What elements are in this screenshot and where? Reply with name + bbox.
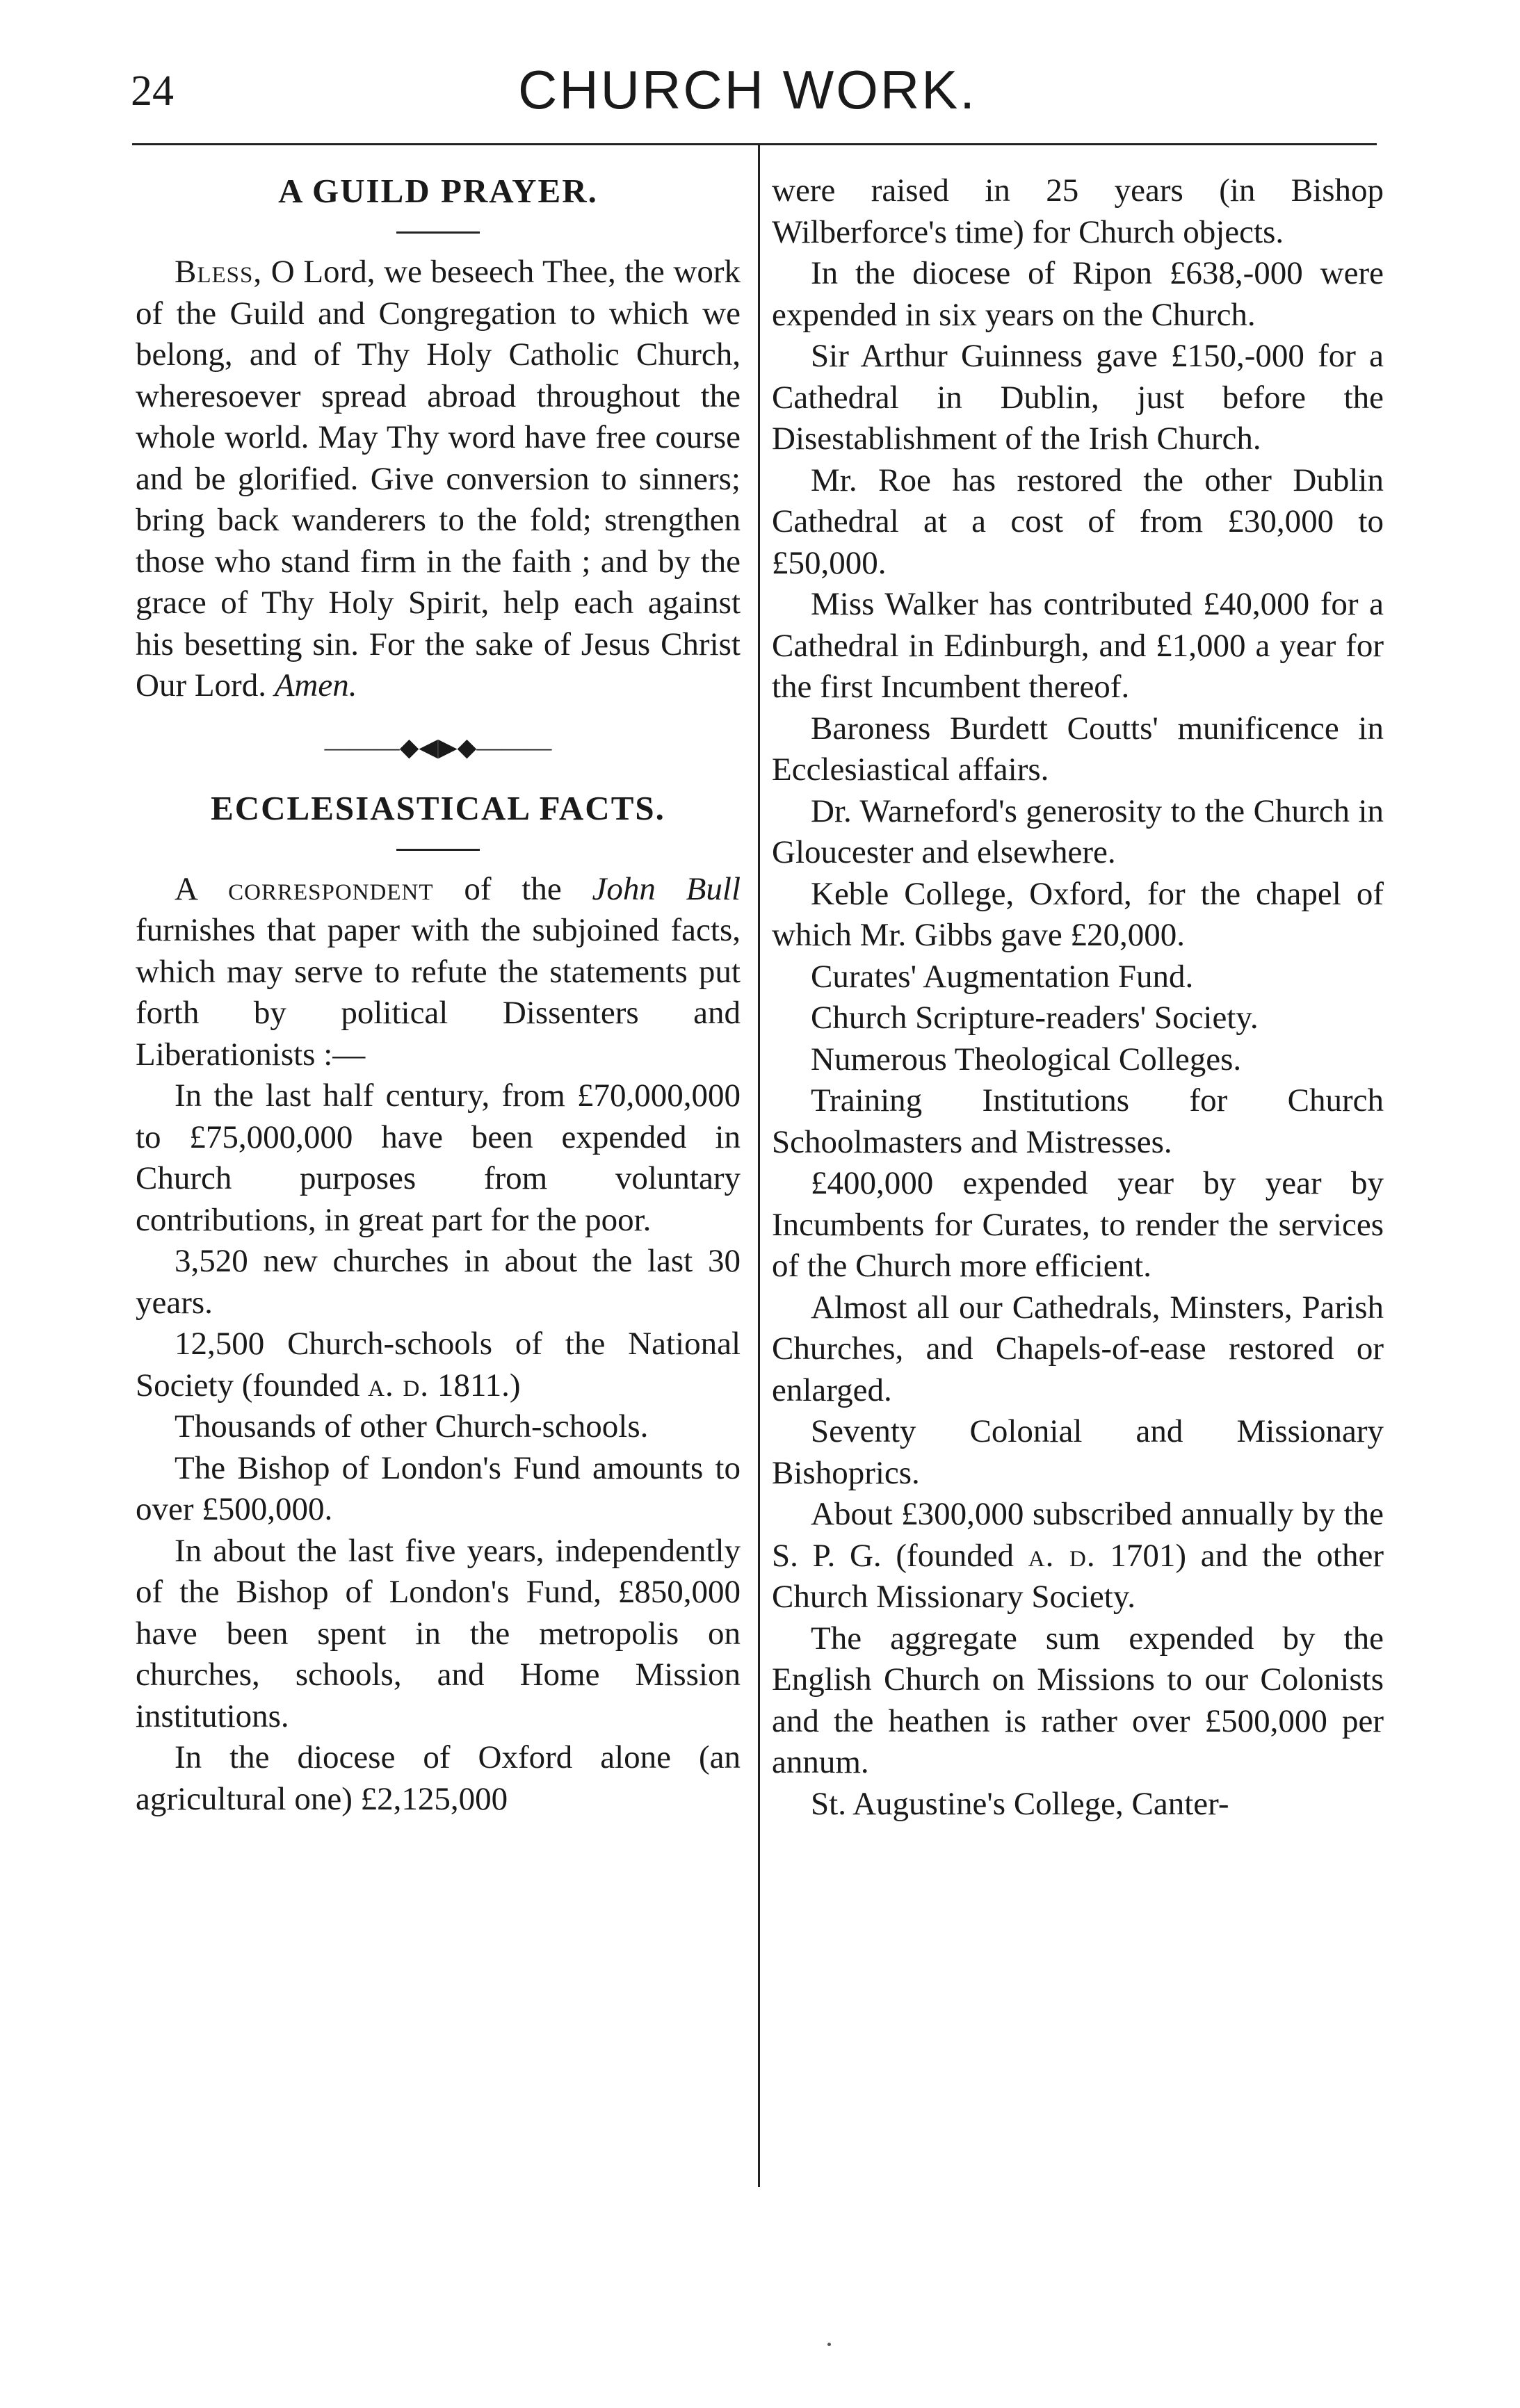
fact-item: In about the last five years, independently of the Bishop of London's Fund, £850,000 have been spent in the metropolis on churches, schools, and Home Mission institutions. <box>136 1532 741 1734</box>
prayer-body: O Lord, we beseech Thee, the work of the Guild and Congregation to which we belong, and of Thy Holy Catholic Church, wheresoever spread abroad throughout the whole world. May Thy word have free course and be glorified. Give conversion to sinners; bring back wanderers to the fold; strengthen those who stand firm in the faith ; and by the grace of Thy Holy Spirit, help each against his besetting sin. For the sake of Jesus Christ Our Lord. <box>136 254 741 703</box>
ecclesiastical-facts-heading: ECCLESIASTICAL FACTS. <box>211 788 665 827</box>
fact-item: The Bishop of London's Fund amounts to over £500,000. <box>136 1449 741 1527</box>
fact-item: In the last half century, from £70,000,000 to £75,000,000 have been expended in Church purposes from voluntary contributions, in great part for the poor. <box>136 1077 741 1238</box>
fact-item: Mr. Roe has restored the other Dublin Cathedral at a cost of from £30,000 to £50,000. <box>772 462 1384 581</box>
fact-item: Keble College, Oxford, for the chapel of which Mr. Gibbs gave £20,000. <box>772 875 1384 953</box>
running-title: CHURCH WORK. <box>518 59 977 120</box>
newspaper-name: John Bull <box>592 870 741 907</box>
guild-prayer-text <box>136 252 741 707</box>
facts-intro <box>136 869 741 1076</box>
fact-item: Church Scripture-readers' Society. <box>811 1000 1259 1036</box>
header-rule <box>132 143 1377 145</box>
era-abbrev: a. d. <box>1028 1537 1096 1574</box>
fact-item: Training Institutions for Church Schoolmasters and Mistresses. <box>772 1082 1384 1160</box>
fact-item: 3,520 new churches in about the last 30 years. <box>136 1243 741 1321</box>
fact-text: 1811.) <box>429 1367 521 1404</box>
intro-lead: A correspondent <box>175 870 434 907</box>
fact-item <box>772 1494 1384 1618</box>
fact-text: 1701) and the other Church Missionary Society. <box>772 1537 1384 1615</box>
prayer-amen: Amen. <box>274 667 357 703</box>
fact-item: Miss Walker has contributed £40,000 for a Cathedral in Edinburgh, and £1,000 a year for the first Incumbent thereof. <box>772 586 1384 705</box>
fact-item: In the diocese of Oxford alone (an agricultural one) £2,125,000 <box>136 1739 741 1817</box>
left-column <box>136 170 741 1820</box>
fact-item: The aggregate sum expended by the English Church on Missions to our Colonists and the heathen is rather over £500,000 per annum. <box>772 1620 1384 1780</box>
fact-item: £400,000 expended year by year by Incumbents for Curates, to render the services of the Church more efficient. <box>772 1165 1384 1284</box>
fact-item: Thousands of other Church-schools. <box>175 1408 649 1445</box>
guild-prayer-heading: A GUILD PRAYER. <box>278 172 598 210</box>
heading-rule <box>396 849 480 851</box>
fact-item: St. Augustine's College, Canter- <box>811 1785 1229 1822</box>
fact-item: Dr. Warneford's generosity to the Church in Gloucester and elsewhere. <box>772 792 1384 870</box>
column-divider <box>758 143 760 2187</box>
fact-text: 12,500 Church-schools of the National Society (founded <box>136 1326 741 1404</box>
page-number: 24 <box>131 67 174 115</box>
intro-text: of the <box>433 870 592 907</box>
fact-item: Sir Arthur Guinness gave £150,-000 for a Cathedral in Dublin, just before the Disestablishment of the Irish Church. <box>772 338 1384 457</box>
section-ornament: ———◆◀▶◆——— <box>324 733 552 761</box>
fact-item <box>136 1324 741 1406</box>
fact-item: Numerous Theological Colleges. <box>811 1041 1242 1077</box>
fact-continuation: were raised in 25 years (in Bishop Wilberforce's time) for Church objects. <box>772 172 1384 250</box>
print-speck <box>827 2343 831 2346</box>
page-header <box>0 0 1520 139</box>
era-abbrev: a. d. <box>368 1367 430 1404</box>
fact-item: In the diocese of Ripon £638,-000 were expended in six years on the Church. <box>772 255 1384 333</box>
prayer-lead: Bless, <box>175 254 263 290</box>
fact-item: Curates' Augmentation Fund. <box>811 958 1194 995</box>
right-column <box>772 170 1384 1825</box>
fact-item: Seventy Colonial and Missionary Bishoprics. <box>772 1413 1384 1491</box>
fact-item: Almost all our Cathedrals, Minsters, Parish Churches, and Chapels-of-ease restored or enlarged. <box>772 1289 1384 1408</box>
fact-text: About £300,000 subscribed annually by the S. P. G. (founded <box>772 1496 1384 1574</box>
heading-rule <box>396 231 480 234</box>
intro-text: furnishes that paper with the subjoined facts, which may serve to refute the statements put forth by political Dissenters and Liberationists :— <box>136 912 741 1073</box>
fact-item: Baroness Burdett Coutts' munificence in Ecclesiastical affairs. <box>772 710 1384 788</box>
